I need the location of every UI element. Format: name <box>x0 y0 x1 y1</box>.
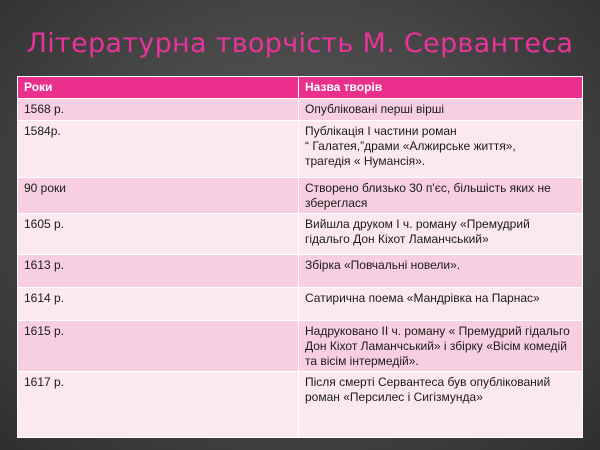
work-cell: Сатирична поема «Мандрівка на Парнас» <box>299 288 583 321</box>
table-row <box>18 121 583 178</box>
year-cell: 1568 р. <box>18 99 299 121</box>
year-cell: 1584р. <box>18 121 299 178</box>
work-cell: Вийшла друком І ч. роману «Премудрий гідальго Дон Кіхот Ламанчський» <box>299 214 583 255</box>
column-header-years: Роки <box>18 77 299 99</box>
table-row <box>18 99 583 121</box>
year-cell: 1605 р. <box>18 214 299 255</box>
work-cell: Публікація І частини роман “ Галатея,”драми «Алжирське життя», трагедія « Нумансія». <box>299 121 583 178</box>
year-cell: 1613 р. <box>18 255 299 288</box>
year-cell: 1617 р. <box>18 372 299 438</box>
work-cell: Після смерті Сервантеса був опублікований роман «Персилес і Сигізмунда» <box>299 372 583 438</box>
year-cell: 1615 р. <box>18 321 299 372</box>
work-cell: Збірка «Повчальні новели». <box>299 255 583 288</box>
year-cell: 1614 р. <box>18 288 299 321</box>
work-cell: Надруковано ІІ ч. роману « Премудрий гідальго Дон Кіхот Ламанчський» і збірку «Вісім комедій та вісім інтермедій». <box>299 321 583 372</box>
work-cell: Опубліковані перші вірші <box>299 99 583 121</box>
table-row <box>18 178 583 214</box>
work-cell: Створено близько 30 п'єс, більшість яких не збереглася <box>299 178 583 214</box>
table-row <box>18 288 583 321</box>
table-row <box>18 321 583 372</box>
table-row <box>18 214 583 255</box>
slide-title: Літературна творчість М. Сервантеса <box>26 28 574 59</box>
table-row <box>18 372 583 438</box>
table-header-row <box>18 77 583 99</box>
works-table <box>17 76 583 438</box>
column-header-works: Назва творів <box>299 77 583 99</box>
table-row <box>18 255 583 288</box>
year-cell: 90 роки <box>18 178 299 214</box>
